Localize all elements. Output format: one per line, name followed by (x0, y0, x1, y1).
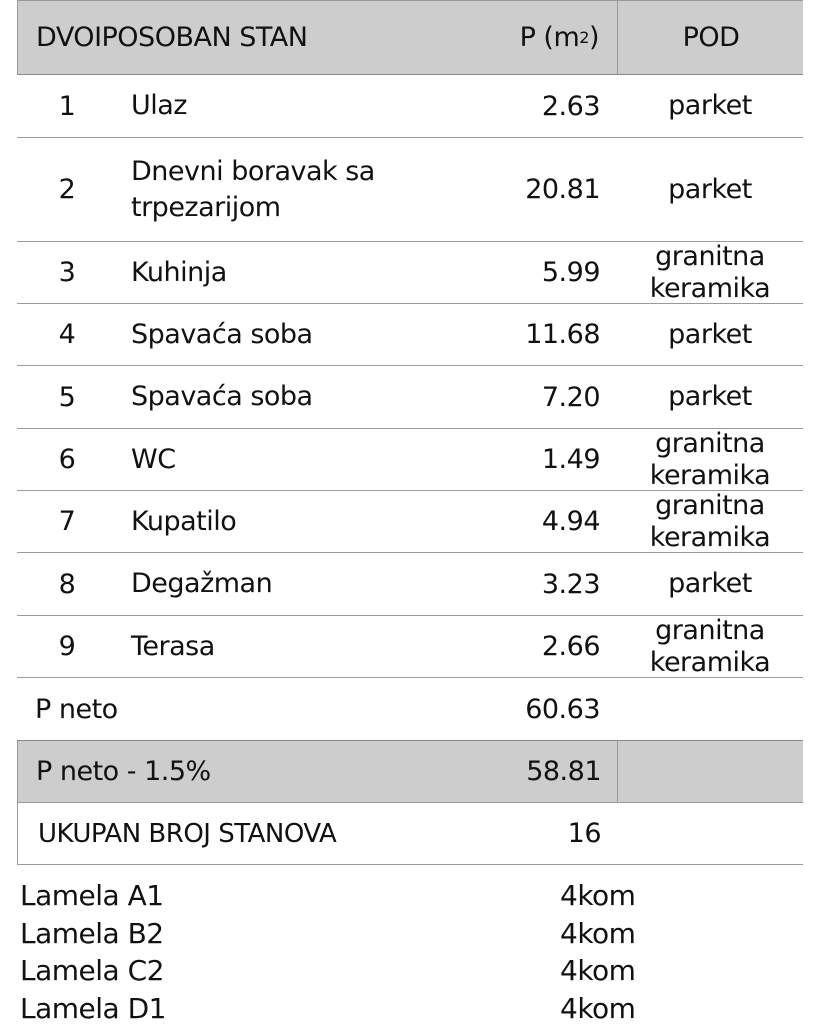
room-number: 6 (47, 429, 87, 490)
room-floor: granitna keramika (635, 429, 785, 490)
area-header-label: P (m (520, 22, 580, 53)
room-number: 3 (47, 242, 87, 303)
area-column-header: P (m 2 ) (438, 1, 599, 74)
room-area: 20.81 (437, 138, 600, 241)
room-number: 1 (47, 75, 87, 137)
room-name: Kupatilo (131, 491, 431, 552)
total-units-row (17, 803, 803, 865)
lamela-count: 4kom (560, 879, 635, 912)
net-reduced-label: P neto - 1.5% (36, 741, 436, 802)
room-floor: parket (617, 304, 803, 365)
room-floor: granitna keramika (635, 491, 785, 552)
net-area-row (17, 678, 803, 741)
lamela-list (20, 877, 720, 1027)
lamela-count: 4kom (560, 992, 635, 1025)
room-area: 3.23 (437, 553, 600, 615)
room-name: Ulaz (131, 75, 431, 137)
room-number: 7 (47, 491, 87, 552)
table-row (17, 429, 803, 491)
room-number: 5 (47, 366, 87, 428)
room-area: 11.68 (437, 304, 600, 365)
room-floor: parket (617, 553, 803, 615)
room-name: WC (131, 429, 431, 490)
net-reduced-value: 58.81 (438, 741, 601, 802)
table-row (17, 553, 803, 616)
room-name: Kuhinja (131, 242, 431, 303)
lamela-name: Lamela A1 (20, 879, 164, 912)
table-row (17, 304, 803, 366)
total-units-value: 16 (438, 803, 601, 864)
room-floor: parket (617, 366, 803, 428)
table-row (17, 366, 803, 429)
apartment-table (17, 0, 803, 865)
room-name: Terasa (131, 616, 431, 677)
room-floor: granitna keramika (635, 616, 785, 677)
room-name: Spavaća soba (131, 366, 431, 428)
room-name: Dnevni boravak sa trpezarijom (131, 138, 401, 241)
net-reduced-row (17, 741, 803, 803)
table-row (17, 138, 803, 242)
column-divider (617, 741, 618, 802)
table-row (17, 616, 803, 678)
list-item (20, 952, 720, 990)
table-header (17, 0, 803, 75)
room-name: Spavaća soba (131, 304, 431, 365)
lamela-name: Lamela B2 (20, 917, 164, 950)
lamela-name: Lamela D1 (20, 992, 166, 1025)
room-area: 2.63 (437, 75, 600, 137)
area-header-close: ) (589, 22, 599, 53)
room-name: Degažman (131, 553, 431, 615)
room-number: 8 (47, 553, 87, 615)
lamela-count: 4kom (560, 917, 635, 950)
room-number: 9 (47, 616, 87, 677)
list-item (20, 877, 720, 915)
list-item (20, 915, 720, 953)
apartment-type-title: DVOIPOSOBAN STAN (36, 1, 486, 74)
lamela-name: Lamela C2 (20, 954, 164, 987)
lamela-count: 4kom (560, 954, 635, 987)
room-number: 4 (47, 304, 87, 365)
table-row (17, 491, 803, 553)
floor-column-header: POD (618, 1, 804, 74)
room-floor: parket (617, 75, 803, 137)
table-row (17, 75, 803, 138)
room-floor: parket (617, 138, 803, 241)
table-row (17, 242, 803, 304)
room-area: 1.49 (437, 429, 600, 490)
room-area: 4.94 (437, 491, 600, 552)
net-area-label: P neto (35, 678, 435, 740)
room-number: 2 (47, 138, 87, 241)
room-area: 2.66 (437, 616, 600, 677)
net-area-value: 60.63 (437, 678, 600, 740)
total-units-label: UKUPAN BROJ STANOVA (38, 803, 438, 864)
room-area: 5.99 (437, 242, 600, 303)
room-area: 7.20 (437, 366, 600, 428)
room-floor: granitna keramika (635, 242, 785, 303)
list-item (20, 990, 720, 1027)
